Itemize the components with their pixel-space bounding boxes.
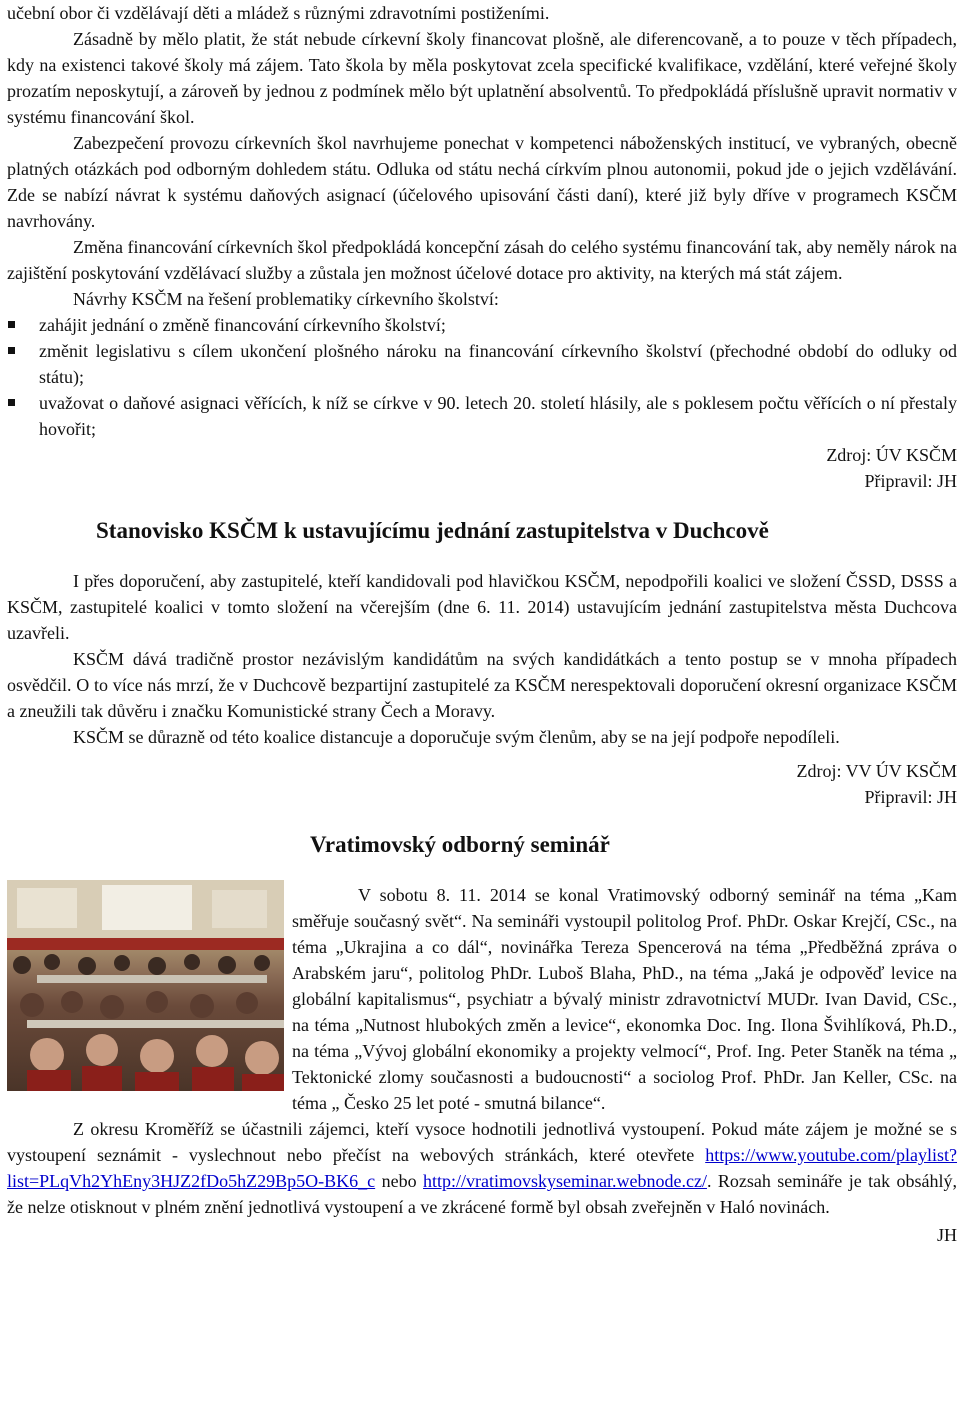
paragraph: Návrhy KSČM na řešení problematiky církevního školství:: [73, 289, 499, 309]
square-bullet-icon: [8, 321, 15, 328]
paragraph: Zabezpečení provozu církevních škol navrhujeme ponechat v kompetenci náboženských institucí, ve vybraných, obecně platných otázkách pod odborným dohledem státu. Odluka od státu nechá církvím plnou autonomii, pokud jde o jejich vzdělávání. Zde se nabízí návrat k systému daňových asignací (účelového upisování části daní), které již byly dříve v programech KSČM navrhovány.: [7, 133, 957, 231]
paragraph: KSČM se důrazně od této koalice distancuje a doporučuje svým členům, aby se na její podpoře nepodíleli.: [73, 727, 840, 747]
paragraph: Z okresu Kroměříž se účastnili zájemci, kteří vysoce hodnotili jednotlivá vystoupení. Pokud máte zájem je možné se s vystoupení seznámit - vyslechnout nebo přečíst na webových stránkách, které otevřete https://www.youtube.com/playlist?list=PLqVh2YhEny3HJZ2fDo5hZ29Bp5O-BK6_c nebo http://vratimovskyseminar.webnode.cz/. Rozsah semináře je tak obsáhlý, že nelze otisknout v plném znění jednotlivá vystoupení a ve zkrácené formě byl obsah zveřejněn v Haló novinách.: [7, 1119, 958, 1217]
proposal-list: [7, 312, 957, 442]
paragraph: učební obor či vzdělávají děti a mládež s různými zdravotními postiženími.: [7, 3, 550, 23]
square-bullet-icon: [8, 399, 15, 406]
document-page: [7, 0, 957, 1248]
source-line: Zdroj: VV ÚV KSČM: [796, 761, 957, 781]
signature: JH: [936, 1225, 957, 1245]
seminar-photo: [7, 880, 284, 1091]
seminar-website-link[interactable]: http://vratimovskyseminar.webnode.cz/: [423, 1171, 707, 1191]
article-title: Vratimovský odborný seminář: [310, 832, 610, 857]
paragraph: Změna financování církevních škol předpokládá koncepční zásah do celého systému financování tak, aby neměly nárok na zajištění poskytování vzdělávací služby a zůstala jen možnost účelové dotace pro aktivity, na kterých má stát zájem.: [7, 237, 957, 283]
paragraph: V sobotu 8. 11. 2014 se konal Vratimovský odborný seminář na téma „Kam směřuje současný svět“. Na semináři vystoupil politolog Prof. PhDr. Oskar Krejčí, CSc., na téma „Ukrajina a co dál“, novinářka Tereza Spencerová na téma „Předběžná zpráva o Arabském jaru“, politolog PhDr. Luboš Blaha, PhD., na téma „Jaká je odpověď levice na globální kapitalismus“, psychiatr a bývalý ministr zdravotnictví MUDr. Ivan David, CSc., na téma „Nutnost hlubokých změn a levice“, ekonomka Doc. Ing. Ilona Švihlíková, Ph.D., na téma „Vývoj globální ekonomiky a projekty velmocí“, Prof. Ing. Peter Staněk na téma „ Tektonické zlomy současnosti a budoucnosti“ a sociolog Prof. PhDr. Jan Keller, CSc. na téma „ Česko 25 let poté - smutná bilance“.: [292, 885, 957, 1113]
article-title: Stanovisko KSČM k ustavujícímu jednání zastupitelstva v Duchcově: [96, 518, 769, 543]
source-line: Zdroj: ÚV KSČM: [826, 445, 957, 465]
paragraph: I přes doporučení, aby zastupitelé, kteří kandidovali pod hlavičkou KSČM, nepodpořili koalici ve složení ČSSD, DSSS a KSČM, zastupitelé koalici v tomto složení na včerejším (dne 6. 11. 2014) ustavujícím jednání zastupitelstva města Duchcova uzavřeli.: [7, 571, 957, 643]
list-item: uvažovat o daňové asignaci věřících, k níž se církve v 90. letech 20. století hlásily, ale s poklesem počtu věřících o ní přestaly hovořit;: [7, 390, 957, 442]
prepared-by: Připravil: JH: [864, 787, 957, 807]
prepared-by: Připravil: JH: [864, 471, 957, 491]
square-bullet-icon: [8, 347, 15, 354]
seminar-audience-image: [7, 880, 284, 1091]
list-item: změnit legislativu s cílem ukončení plošného nároku na financování církevního školství (přechodné období do odluky od státu);: [7, 338, 957, 390]
youtube-playlist-link[interactable]: https://www.youtube.com/playlist?list=PLqVh2YhEny3HJZ2fDo5hZ29Bp5O-BK6_c: [7, 1145, 958, 1191]
list-item: zahájit jednání o změně financování církevního školství;: [7, 312, 957, 338]
paragraph: Zásadně by mělo platit, že stát nebude církevní školy financovat plošně, ale diferencovaně, a to pouze v těch případech, kdy na existenci takové školy má zájem. Tato škola by měla poskytovat zcela specifické kvalifikace, vzdělání, které veřejné školy prozatím neposkytují, a zároveň by jednou z podmínek mělo být uplatnění absolventů. To předpokládá příslušně upravit normativ v systému financování škol.: [7, 29, 957, 127]
paragraph: KSČM dává tradičně prostor nezávislým kandidátům na svých kandidátkách a tento postup se v mnoha případech osvědčil. O to více nás mrzí, že v Duchcově bezpartijní zastupitelé za KSČM nerespektovali doporučení okresní organizace KSČM a zneužili tak důvěru i značku Komunistické strany Čech a Moravy.: [7, 649, 957, 721]
